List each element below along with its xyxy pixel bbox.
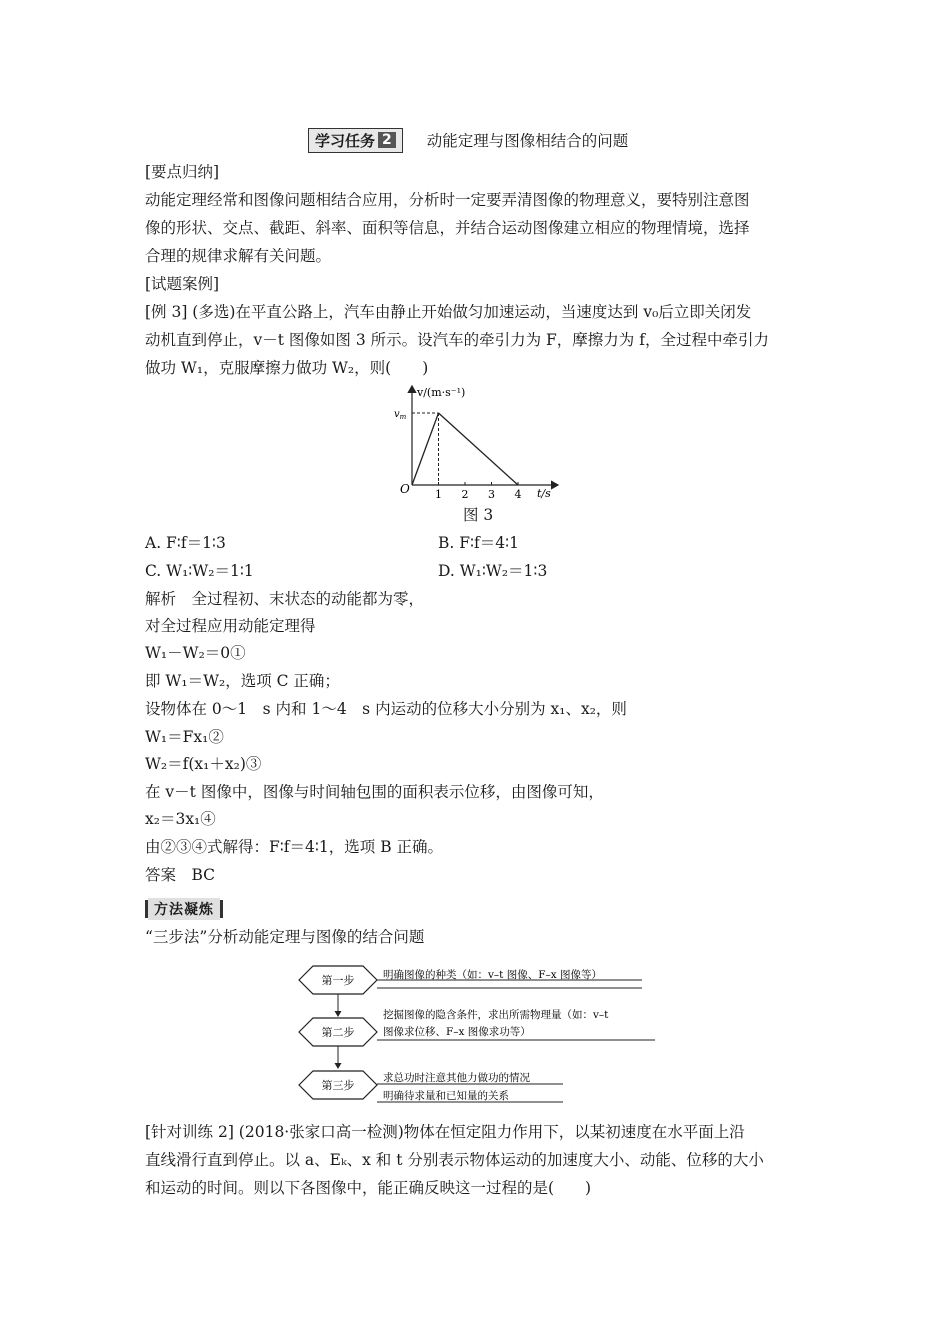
option-d: D. W₁∶W₂＝1∶3 <box>438 562 548 580</box>
step2-label: 第二步 <box>321 1026 355 1039</box>
section-header <box>308 128 628 152</box>
x-tick-label-2: 2 <box>461 488 469 501</box>
three-step-flowchart <box>295 960 660 1110</box>
solution-line: 设物体在 0～1 s 内和 1～4 s 内运动的位移大小分别为 x₁、x₂，则 <box>145 700 627 718</box>
question-line: 做功 W₁，克服摩擦力做功 W₂，则( ) <box>145 359 429 377</box>
x-axis-label: t/s <box>537 487 551 500</box>
x-tick-label-1: 1 <box>435 488 442 501</box>
method-intro: “三步法”分析动能定理与图像的结合问题 <box>145 928 425 946</box>
section-number: 2 <box>378 132 396 148</box>
method-label: 方法凝炼 <box>148 898 220 920</box>
option-c: C. W₁∶W₂＝1∶1 <box>145 562 254 580</box>
solution-line: 对全过程应用动能定理得 <box>145 617 316 635</box>
section-label: 学习任务 <box>315 131 376 150</box>
option-b: B. F∶f＝4∶1 <box>438 534 520 552</box>
vt-graph-figure <box>380 380 580 525</box>
key-points-line: 像的形状、交点、截距、斜率、面积等信息，并结合运动图像建立相应的物理情境，选择 <box>145 219 750 237</box>
origin-label: O <box>400 482 410 496</box>
case-heading: [试题案例] <box>145 275 220 293</box>
key-points-heading: [要点归纳] <box>145 163 220 181</box>
question-line: [例 3] (多选)在平直公路上，汽车由静止开始做匀加速运动，当速度达到 v₀后立即关闭发 <box>145 303 752 321</box>
option-a: A. F∶f＝1∶3 <box>145 534 226 552</box>
solution-line: 解析 全过程初、末状态的动能都为零， <box>145 590 425 608</box>
question-line: 动机直到停止，v－t 图像如图 3 所示。设汽车的牵引力为 F，摩擦力为 f，全过程中牵引力 <box>145 331 769 349</box>
method-heading <box>145 898 223 919</box>
step2-text-line1: 挖掘图像的隐含条件，求出所需物理量（如：v–t <box>383 1009 609 1021</box>
step2-text-line2: 图像求位移、F–x 图像求功等） <box>383 1026 531 1038</box>
solution-line: W₁＝Fx₁② <box>145 728 224 746</box>
step1-label: 第一步 <box>321 974 355 987</box>
vm-tick-label: $v_m$ <box>394 409 407 421</box>
y-axis-label: v/(m·s⁻¹) <box>417 386 466 399</box>
x-tick-label-3: 3 <box>488 488 495 501</box>
step3-label: 第三步 <box>321 1079 355 1092</box>
solution-line: 在 v－t 图像中，图像与时间轴包围的面积表示位移，由图像可知， <box>145 783 604 801</box>
solution-line: 由②③④式解得：F∶f＝4∶1，选项 B 正确。 <box>145 838 444 856</box>
vt-segment-1 <box>412 413 439 485</box>
training-line: [针对训练 2] (2018·张家口高一检测)物体在恒定阻力作用下，以某初速度在水平面上沿 <box>145 1123 745 1141</box>
training-line: 和运动的时间。则以下各图像中，能正确反映这一过程的是( ) <box>145 1179 592 1197</box>
key-points-line: 动能定理经常和图像问题相结合应用，分析时一定要弄清图像的物理意义，要特别注意图 <box>145 191 750 209</box>
solution-line: x₂＝3x₁④ <box>145 810 216 828</box>
section-title: 动能定理与图像相结合的问题 <box>426 132 629 150</box>
answer-line: 答案 BC <box>145 866 216 884</box>
solution-line: W₂＝f(x₁＋x₂)③ <box>145 755 262 773</box>
solution-line: 即 W₁＝W₂，选项 C 正确； <box>145 672 340 690</box>
step1-text: 明确图像的种类（如：v–t 图像、F–x 图像等） <box>383 969 603 981</box>
section-badge <box>308 128 403 153</box>
step3-text-line1: 求总功时注意其他力做功的情况 <box>383 1072 530 1084</box>
step3-text-line2: 明确待求量和已知量的关系 <box>383 1090 509 1102</box>
x-tick-label-4: 4 <box>514 488 522 501</box>
figure-caption: 图 3 <box>463 506 494 524</box>
solution-line: W₁－W₂＝0① <box>145 644 246 662</box>
training-line: 直线滑行直到停止。以 a、Eₖ、x 和 t 分别表示物体运动的加速度大小、动能、位移的大小 <box>145 1151 764 1169</box>
key-points-line: 合理的规律求解有关问题。 <box>145 247 332 265</box>
vt-segment-2 <box>439 413 519 485</box>
